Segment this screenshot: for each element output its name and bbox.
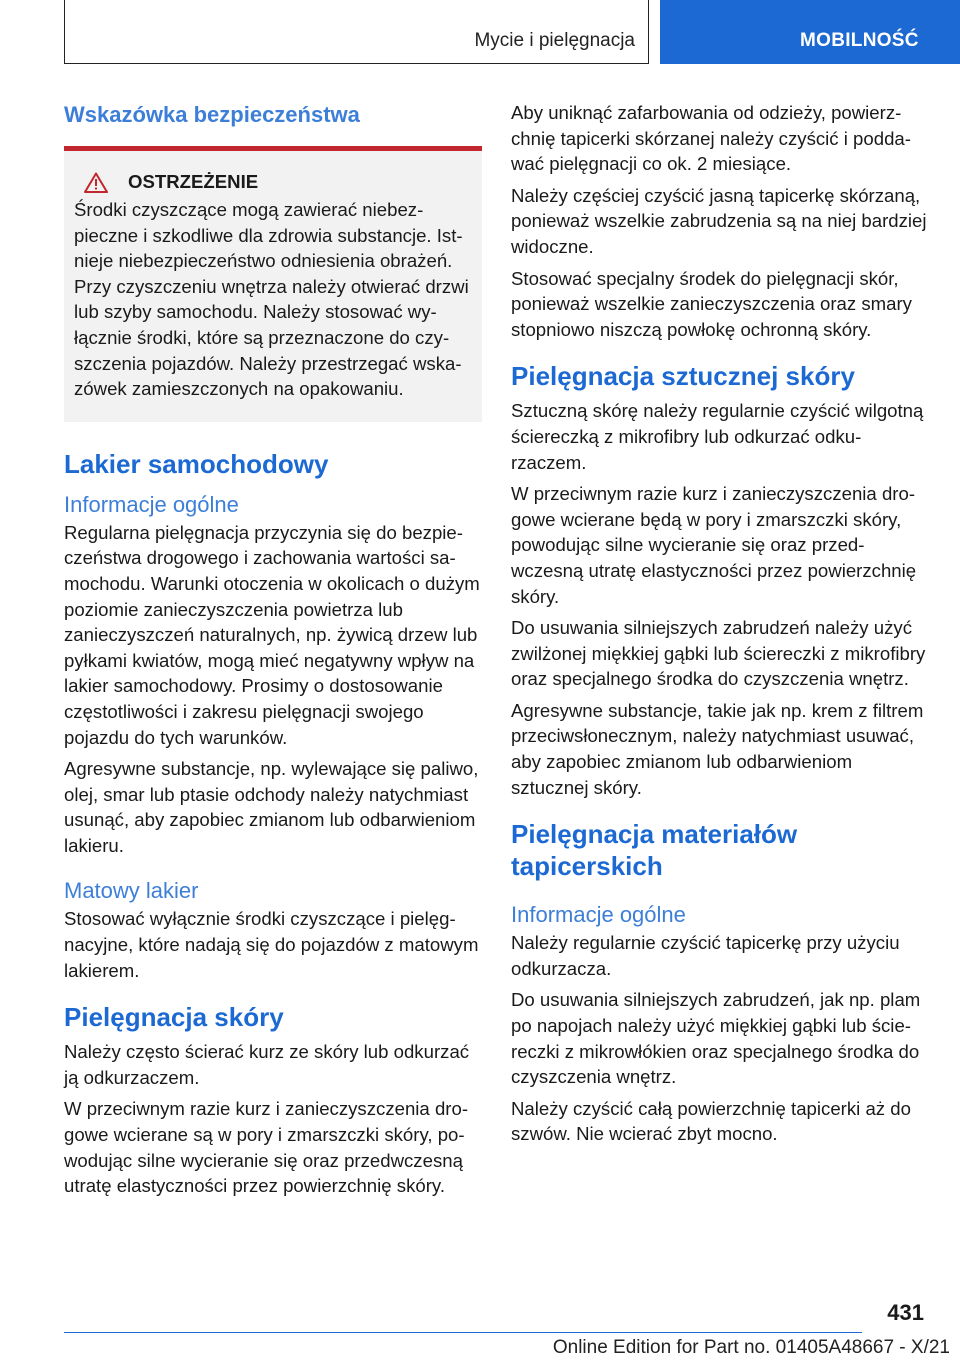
matte-paint-paragraph: Stosować wyłącznie środki czyszczące i pielęgnacyjne, które nadają się do pojazdów z matowym lakierem. [64,908,479,981]
warning-title-text: OSTRZEŻENIE [128,171,259,192]
warning-box [64,146,482,422]
leather-care-paragraph-5: Stosować specjalny środek do pielęgnacji skór, ponieważ wszelkie zanieczyszczenia oraz smary stopniowo niszczą powłokę ochronną skóry. [511,267,912,340]
upholstery-heading: Pielęgnacja materiałów tapicerskich [511,819,798,882]
leather-care-paragraph-2: W przeciwnym razie kurz i zanieczyszczenia drogowe wcierane są w pory i zmarszczki skóry, powodując silne wycieranie się oraz przedwczesną utratę elastyczności przez powierzchnię skóry. [64,1098,469,1197]
header-chapter-tab[interactable]: MOBILNOŚĆ [660,0,960,64]
synthetic-leather-paragraph-1: Sztuczną skórę należy regularnie czyścić wilgotną ściereczką z mikrofibry lub odkurzać odkurzaczem. [511,400,924,473]
synthetic-leather-paragraph-4: Agresywne substancje, takie jak np. krem z filtrem przeciwsłonecznym, należy natychmiast usuwać, aby zapobiec zmianom lub odbarwieniom sztucznej skóry. [511,699,924,798]
paint-general-paragraph-2: Agresywne substancje, np. wylewające się paliwo, olej, smar lub ptasie odchody należy natychmiast usunąć, aby zapobiec zmianom lub odbarwieniom lakieru. [64,758,479,856]
paint-general-paragraph-1: Regularna pielęgnacja przyczynia się do bezpieczeństwa drogowego i zachowania wartości samochodu. Warunki otoczenia w okolicach o dużym poziomie zanieczyszczenia powietrza lub zanieczyszczeń naturalnych, np. żywicą drzew lub pyłkami kwiatów, mogą mieć negatywny wpływ na lakier samochodowy. Prosimy o dostosowanie częstotliwości i zakresu pielęgnacji swojego pojazdu do tych warunków. [64,521,480,748]
page-number: 431 [887,1300,924,1325]
footer-edition: Online Edition for Part no. 01405A48667 - X/21 [552,1337,950,1358]
right-column [511,100,929,1153]
leather-care-paragraph-1: Należy często ścierać kurz ze skóry lub odkurzać ją odkurzaczem. [64,1041,470,1088]
upholstery-paragraph-1: Należy regularnie czyścić tapicerkę przy użyciu odkurzacza. [511,932,900,979]
safety-heading: Wskazówka bezpieczeństwa [64,102,360,127]
paint-heading: Lakier samochodowy [64,448,329,479]
leather-care-heading: Pielęgnacja skóry [64,1002,284,1033]
upholstery-general-heading: Informacje ogólne [511,902,686,928]
synthetic-leather-paragraph-2: W przeciwnym razie kurz i zanieczyszczenia drogowe wcierane będą w pory i zmarszczki skóry, powodując silne wycieranie się oraz przedwczesną utratę elastyczności przez powierzchnię skóry. [511,483,917,607]
leather-care-paragraph-3: Aby uniknąć zafarbowania od odzieży, powierzchnię tapicerki skórzanej należy czyścić i poddawać pielęgnacji co ok. 2 miesiące. [511,102,911,175]
leather-care-paragraph-4: Należy częściej czyścić jasną tapicerkę skórzaną, ponieważ wszelkie zabrudzenia są na niej bardziej widoczne. [511,184,927,257]
warning-text: Środki czyszczące mogą zawierać niebezpieczne i szkodliwe dla zdrowia substancje. Istnieje niebezpieczeństwo odniesienia obrażeń. Przy czyszczeniu wnętrza należy otwierać drzwi lub szyby samochodu. Należy stosować wyłącznie środki, które są przeznaczone do czyszczenia pojazdów. Należy przestrzegać wskazówek zamieszczonych na opakowaniu. [74,199,469,400]
footer-divider [64,1332,862,1333]
left-column [64,100,482,1205]
upholstery-paragraph-2: Do usuwania silniejszych zabrudzeń, jak np. plam po napojach należy użyć miękkiej gąbki lub ściereczki z mikrowłókien oraz specjalnego środka do czyszczenia wnętrz. [511,989,921,1088]
synthetic-leather-heading: Pielęgnacja sztucznej skóry [511,361,855,392]
header-section-title: Mycie i pielęgnacja [474,30,635,51]
warning-title [74,171,472,193]
matte-paint-heading: Matowy lakier [64,878,199,904]
warning-triangle-icon [84,172,108,193]
paint-general-heading: Informacje ogólne [64,491,239,517]
synthetic-leather-paragraph-3: Do usuwania silniejszych zabrudzeń należy użyć zwilżonej miękkiej gąbki lub ściereczki z mikrofibry oraz specjalnego środka do czyszczenia wnętrz. [511,617,926,690]
upholstery-paragraph-3: Należy czyścić całą powierzchnię tapicerki aż do szwów. Nie wcierać zbyt mocno. [511,1097,911,1145]
